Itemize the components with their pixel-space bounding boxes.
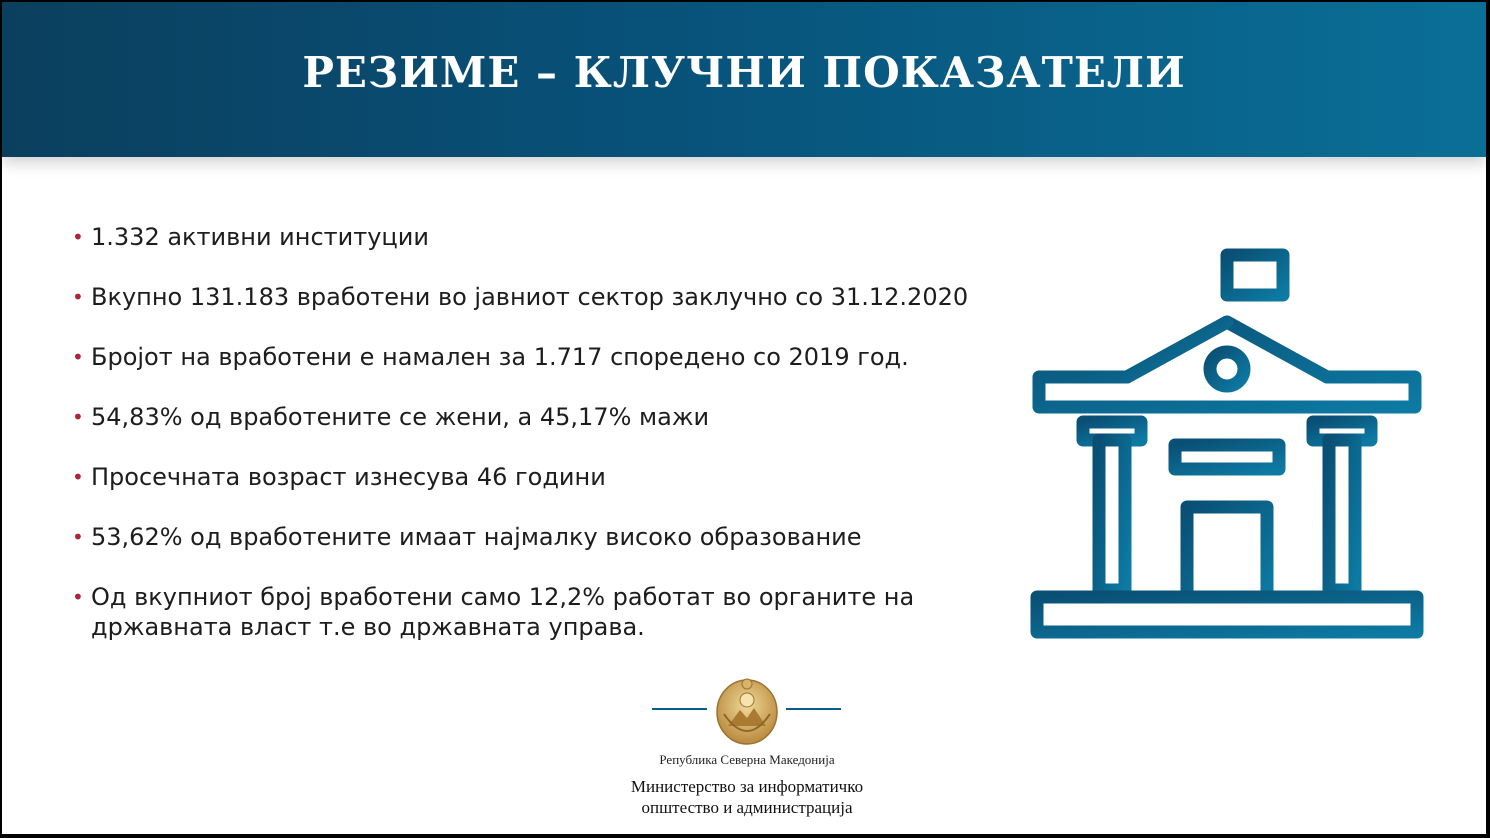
bullet-text: 54,83% од вработените се жени, а 45,17% мажи xyxy=(91,403,710,431)
country-name: Република Северна Македонија xyxy=(659,752,835,767)
list-item xyxy=(72,402,972,432)
list-item xyxy=(72,462,972,492)
bullet-marker: • xyxy=(72,345,84,369)
list-item xyxy=(72,222,972,252)
bullet-marker: • xyxy=(72,465,84,489)
slide xyxy=(2,2,1486,834)
bullet-text: Од вкупниот број вработени само 12,2% работат во органите на државната власт т.е во државната управа. xyxy=(91,583,915,641)
ministry-name xyxy=(602,776,892,818)
government-building-icon xyxy=(1027,247,1427,647)
bullet-marker: • xyxy=(72,585,84,609)
list-item xyxy=(72,522,972,552)
coat-of-arms-icon xyxy=(714,674,780,746)
divider xyxy=(652,708,707,710)
bullet-text: Вкупно 131.183 вработени во јавниот сектор заклучно со 31.12.2020 xyxy=(91,283,969,311)
bullet-marker: • xyxy=(72,525,84,549)
page-title: РЕЗИМЕ – КЛУЧНИ ПОКАЗАТЕЛИ xyxy=(302,48,1186,97)
bullet-text: 1.332 активни институции xyxy=(91,223,429,251)
list-item xyxy=(72,342,972,372)
ministry-line-1: Министерство за информатичко xyxy=(630,777,864,796)
footer-logo xyxy=(602,674,892,824)
bullet-text: 53,62% од вработените имаат најмалку високо образование xyxy=(91,523,862,551)
ministry-line-2: општество и администрација xyxy=(641,798,853,817)
header-banner xyxy=(2,2,1486,157)
bullet-list xyxy=(72,222,972,672)
list-item xyxy=(72,582,972,642)
bullet-text: Просечната возраст изнесува 46 години xyxy=(91,463,606,491)
bullet-marker: • xyxy=(72,225,84,249)
bullet-text: Бројот на вработени е намален за 1.717 споредено со 2019 год. xyxy=(91,343,909,371)
bullet-marker: • xyxy=(72,405,84,429)
bullet-marker: • xyxy=(72,285,84,309)
list-item xyxy=(72,282,972,312)
divider xyxy=(786,708,841,710)
